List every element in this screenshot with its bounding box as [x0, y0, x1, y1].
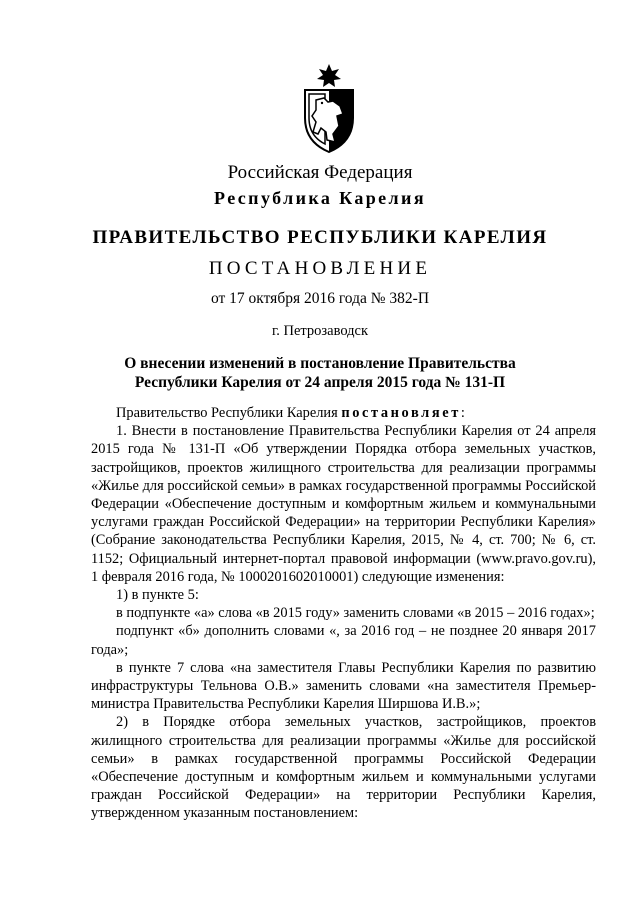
paragraph-3: в подпункте «а» слова «в 2015 году» заменить словами «в 2015 – 2016 годах»;	[116, 605, 595, 622]
decree-date: от 17 октября 2016 года № 382-П	[210, 290, 430, 307]
republic-heading: Республика Карелия	[214, 188, 426, 208]
intro-prefix: Правительство Республики Карелия	[116, 405, 342, 421]
decree-title-line-2: Республики Карелия от 24 апреля 2015 года № 131-П	[134, 374, 506, 391]
coat-of-arms-icon	[299, 62, 359, 154]
intro-suffix: :	[460, 405, 465, 421]
intro-verb: постановляет	[341, 405, 461, 421]
decree-heading: ПОСТАНОВЛЕНИЕ	[208, 258, 432, 279]
decree-body	[91, 404, 596, 823]
decree-title-line-1: О внесении изменений в постановление Правительства	[124, 355, 516, 372]
paragraph-5: в пункте 7 слова «на заместителя Главы Республики Карелия по развитию инфраструктуры Тельнова О.В.» заменить словами «на заместителя Премьер-министра Правительства Республики Карелия Ширшова И.В.»;	[91, 659, 596, 713]
paragraph-1: 1. Внести в постановление Правительства Республики Карелия от 24 апреля 2015 года № 131-П «Об утверждении Порядка отбора земельных участков, застройщиков, проектов жилищного строительства для реализации программы «Жилье для российской семьи» в рамках государственной программы Российской Федерации «Обеспечение доступным и комфортным жильем и коммунальными услугами граждан Российской Федерации» на территории Республики Карелия» (Собрание законодательства Республики Карелия, 2015, № 4, ст. 700; № 6, ст. 1152; Официальный интернет-портал правовой информации (www.pravo.gov.ru), 1 февраля 2016 года, № 1000201602010001) следующие изменения:	[91, 423, 596, 585]
decree-city: г. Петрозаводск	[271, 323, 369, 339]
paragraph-6: 2) в Порядке отбора земельных участков, застройщиков, проектов жилищного строительства для реализации программы «Жилье для российской семьи» в рамках государственной программы Российской Федерации «Обеспечение доступным и комфортным жильем и коммунальными услугами граждан Российской Федерации» на территории Республики Карелия, утвержденном указанным постановлением:	[91, 714, 596, 822]
decree-title	[0, 354, 640, 392]
government-heading: ПРАВИТЕЛЬСТВО РЕСПУБЛИКИ КАРЕЛИЯ	[92, 227, 548, 248]
federation-heading: Российская Федерация	[227, 162, 413, 183]
intro-paragraph	[91, 404, 596, 422]
paragraph-4: подпункт «б» дополнить словами «, за 2016 год – не позднее 20 января 2017 года»;	[91, 623, 596, 658]
paragraph-2: 1) в пункте 5:	[116, 587, 199, 604]
